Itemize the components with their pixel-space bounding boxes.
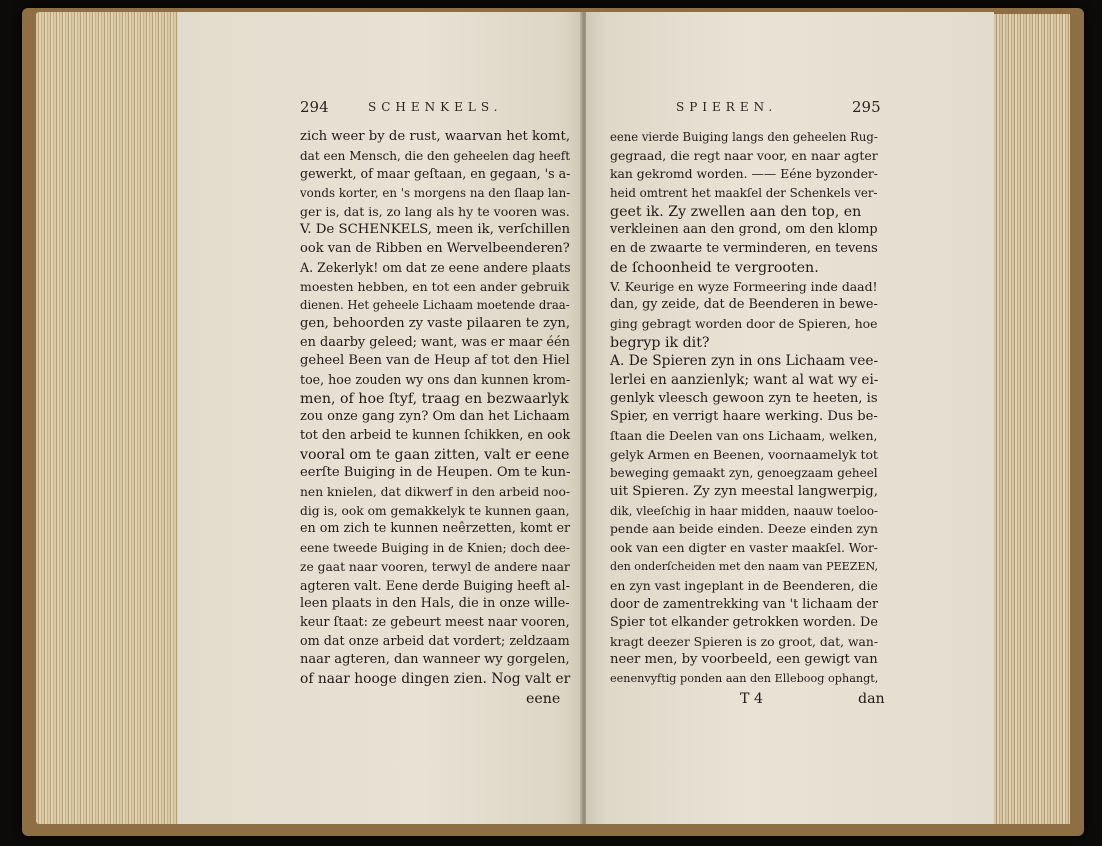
right-page-number: 295 [852,98,881,116]
text-line: eenenvyftig ponden aan den Elleboog ophangt, [610,671,879,685]
right-page-header [586,98,994,122]
text-line: ſtaan die Deelen van ons Lichaam, welken, [610,429,878,443]
text-line: gewerkt, of maar geſtaan, en gegaan, 's a- [300,166,571,182]
text-line: door de zamentrekking van 't lichaam der [610,596,879,612]
text-line: genlyk vleesch gewoon zyn te heeten, is [610,390,878,406]
text-line: dienen. Het geheele Lichaam moetende draa- [300,298,570,313]
text-line: A. De Spieren zyn in ons Lichaam vee- [610,353,879,370]
text-line: zich weer by de rust, waarvan het komt, [300,129,571,144]
text-line: en zyn vast ingeplant in de Beenderen, die [610,577,878,593]
text-line: V. De SCHENKELS, meen ik, verſchillen [300,222,571,238]
right-catchword: dan [858,691,885,707]
text-line: en de zwaarte te verminderen, en tevens [610,241,878,257]
text-line: en daarby geleed; want, was er maar één [300,334,570,350]
text-line: ze gaat naar vooren, terwyl de andere naar [300,559,570,574]
text-line: de ſchoonheid te vergrooten. [610,259,819,276]
text-line: heid omtrent het maakſel der Schenkels ver- [610,186,878,201]
text-line: eene tweede Buiging in de Knien; doch dee- [300,541,570,556]
text-line: en om zich te kunnen neêrzetten, komt er [300,521,571,537]
text-line: dik, vleeſchig in haar midden, naauw toeloo- [610,503,878,518]
text-line: verkleinen aan den grond, om den klomp [610,222,878,238]
text-line: agteren valt. Eene derde Buiging heeft al- [300,577,570,593]
text-line: ging gebragt worden door de Spieren, hoe [610,315,878,331]
text-line: gelyk Armen en Beenen, voornaamelyk tot [610,446,878,462]
text-line: Spier, en verrigt haare werking. Dus be- [610,409,878,425]
text-line: gen, behoorden zy vaste pilaaren te zyn, [300,315,571,331]
text-line: ook van de Ribben en Wervelbeenderen? [300,241,570,257]
text-line: eene vierde Buiging langs den geheelen Rug- [610,130,878,144]
text-line: den onderſcheiden met den naam van PEEZEN, [610,559,879,573]
text-line: tot den arbeid te kunnen ſchikken, en ook [300,428,571,443]
text-line: leen plaats in den Hals, die in onze wille- [300,596,570,612]
text-line: beweging gemaakt zyn, genoegzaam geheel [610,466,878,481]
text-line: dan, gy zeide, dat de Beenderen in bewe- [610,297,878,313]
text-line: ook van een digter en vaster maakſel. Wor- [610,541,878,556]
text-line: naar agteren, dan wanneer wy gorgelen, [300,652,570,668]
page-edges-left [36,12,178,824]
text-line: vonds korter, en 's morgens na den ſlaap lan- [300,186,571,201]
left-page-number: 294 [300,98,329,116]
text-line: geet ik. Zy zwellen aan den top, en [610,203,862,220]
text-line: nen knielen, dat dikwerf in den arbeid noo- [300,485,571,500]
text-line: toe, hoe zouden wy ons dan kunnen krom- [300,371,571,387]
left-page [178,12,582,824]
text-line: lerlei en aanzienlyk; want al wat wy ei- [610,371,879,388]
text-line: men, of hoe ſtyf, traag en bezwaarlyk [300,390,569,407]
page-edges-right [994,14,1070,824]
text-line: Spier tot elkander getrokken worden. De [610,614,878,630]
text-line: of naar hooge dingen zien. Nog valt er [300,670,571,687]
text-line: uit Spieren. Zy zyn meestal langwerpig, [610,484,878,500]
text-line: geheel Been van de Heup af tot den Hiel [300,353,570,369]
right-page [586,12,994,824]
text-line: ger is, dat is, zo lang als hy te vooren was. [300,203,570,219]
text-line: dig is, ook om gemakkelyk te kunnen gaan, [300,503,570,518]
text-line: V. Keurige en wyze Formeering inde daad! [610,278,878,294]
left-catchword: eene [526,691,561,707]
text-line: pende aan beide einden. Deeze einden zyn [610,521,878,537]
text-line: keur ſtaat: ze gebeurt meest naar vooren, [300,614,570,630]
text-line: zou onze gang zyn? Om dan het Lichaam [300,409,570,425]
text-line: A. Zekerlyk! om dat ze eene andere plaats [300,259,571,275]
text-line: neer men, by voorbeeld, een gewigt van [610,652,878,668]
text-line: vooral om te gaan zitten, valt er eene [300,446,570,463]
left-running-title: SCHENKELS. [368,100,503,114]
text-line: begryp ik dit? [610,334,710,351]
text-line: dat een Mensch, die den geheelen dag heeft [300,148,571,163]
right-running-title: SPIEREN. [676,100,778,114]
text-line: kan gekromd worden. —— Eéne byzonder- [610,166,878,182]
left-page-text [300,128,570,689]
text-line: om dat onze arbeid dat vordert; zeldzaam [300,633,570,649]
text-line: moesten hebben, en tot een ander gebruik [300,278,570,294]
left-page-header [178,98,582,122]
right-page-text [610,128,878,689]
text-line: eerſte Buiging in de Heupen. Om te kun- [300,465,571,481]
right-signature: T 4 [740,691,763,707]
text-line: kragt deezer Spieren is zo groot, dat, wan- [610,634,879,649]
text-line: gegraad, die regt naar voor, en naar agter [610,147,878,163]
